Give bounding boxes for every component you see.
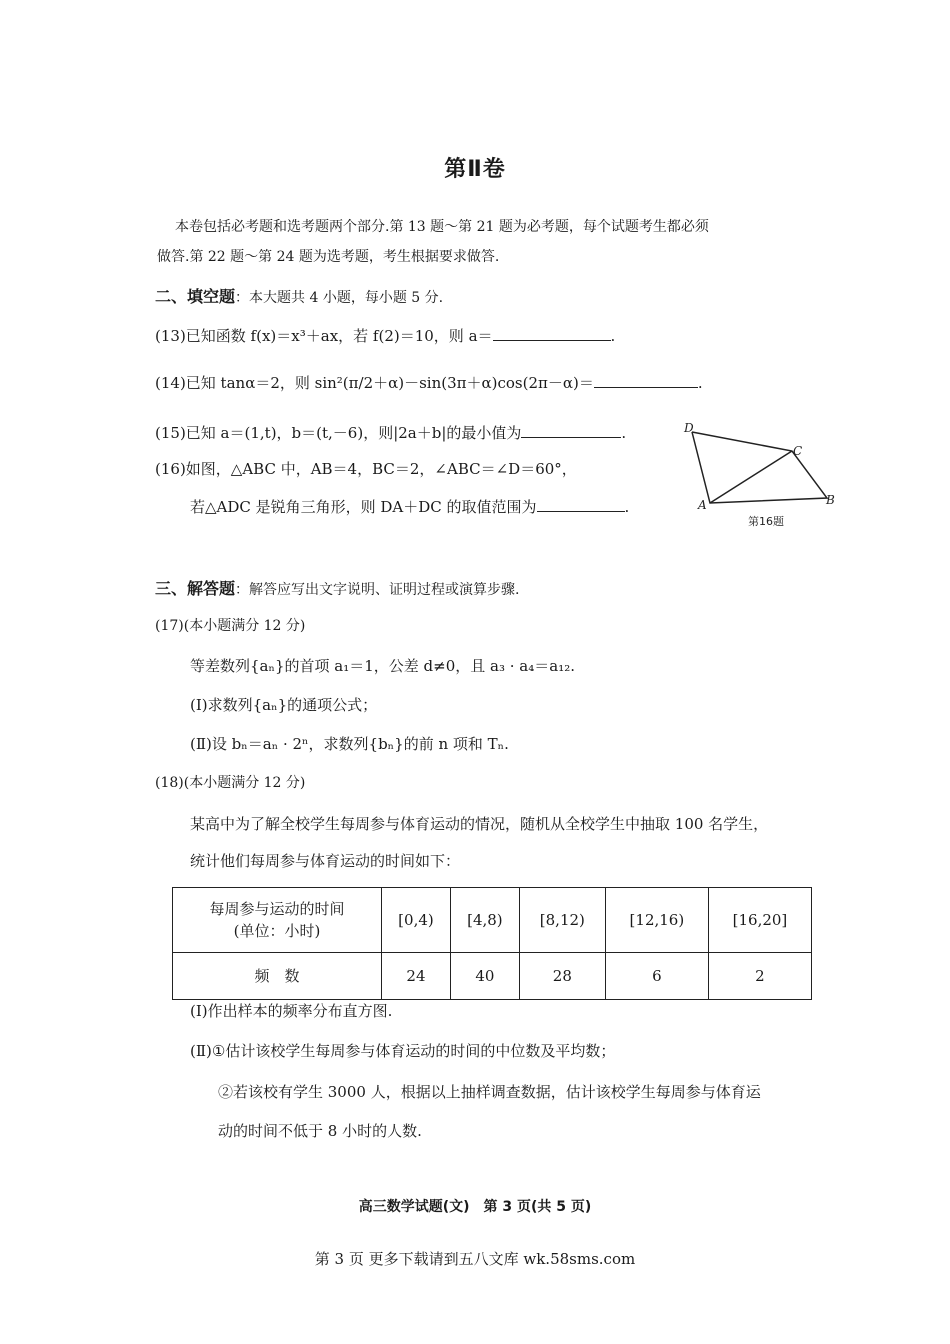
section-2-header <box>155 287 443 308</box>
table-row-header-line-2: (单位：小时) <box>233 922 321 940</box>
table-cell-interval: [4,8) <box>450 888 519 953</box>
question-16-line-2: 若△ADC 是锐角三角形，则 DA＋DC 的取值范围为 . <box>190 498 630 516</box>
q18-part-1: (Ⅰ)作出样本的频率分布直方图. <box>190 1002 393 1020</box>
table-cell-frequency: 40 <box>450 953 519 1000</box>
question-16-line-1: (16)如图，△ABC 中，AB＝4，BC＝2，∠ABC＝∠D＝60°， <box>155 460 577 478</box>
download-footer: 第 3 页 更多下载请到五八文库 wk.58sms.com <box>314 1250 636 1268</box>
question-15-text: (15)已知 a＝(1,t)，b＝(t,－6)，则|2a＋b|的最小值为 <box>155 424 522 442</box>
table-cell-interval: [16,20] <box>708 888 811 953</box>
page-title: 第Ⅱ卷 <box>444 157 506 182</box>
table-row-intervals <box>173 888 812 953</box>
page-footer: 高三数学试题(文) 第 3 页(共 5 页) <box>358 1199 592 1215</box>
table-row-header-line-1: 每周参与运动的时间 <box>209 900 345 918</box>
figure-caption: 第16题 <box>748 515 784 528</box>
section-3-heading: 三、解答题 <box>155 579 236 598</box>
table-row-frequencies <box>173 953 812 1000</box>
table-cell-interval: [8,12) <box>519 888 605 953</box>
label-c: C <box>793 444 803 458</box>
figure-16 <box>680 418 850 538</box>
label-a: A <box>698 498 707 512</box>
q18-part-2-1: (Ⅱ)①估计该校学生每周参与体育运动的时间的中位数及平均数； <box>190 1042 616 1060</box>
q17-header: (17)(本小题满分 12 分) <box>155 618 306 634</box>
q18-header: (18)(本小题满分 12 分) <box>155 775 306 791</box>
table-cell-interval: [0,4) <box>382 888 451 953</box>
question-13-text: (13)已知函数 f(x)＝x³＋ax，若 f(2)＝10，则 a＝ <box>155 327 493 345</box>
question-16-text: 若△ADC 是锐角三角形，则 DA＋DC 的取值范围为 <box>190 498 537 516</box>
intro-line-2: 做答.第 22 题～第 24 题为选考题，考生根据要求做答. <box>157 249 500 265</box>
table-row-header-time <box>173 888 382 953</box>
label-d: D <box>684 421 694 435</box>
section-2-heading: 二、填空题 <box>155 287 236 306</box>
section-3-header <box>155 579 519 600</box>
table-cell-frequency: 24 <box>382 953 451 1000</box>
answer-blank-14 <box>594 373 698 388</box>
answer-blank-13 <box>493 326 611 341</box>
question-14: (14)已知 tanα＝2，则 sin²(π/2＋α)－sin(3π＋α)cos(2π－α)＝ . <box>155 374 703 392</box>
figure-outline <box>692 432 827 503</box>
q17-part-2: (Ⅱ)设 bₙ＝aₙ · 2ⁿ，求数列{bₙ}的前 n 项和 Tₙ. <box>190 735 509 753</box>
q18-line-1: 某高中为了解全校学生每周参与体育运动的情况，随机从全校学生中抽取 100 名学生， <box>190 815 769 833</box>
question-13: (13)已知函数 f(x)＝x³＋ax，若 f(2)＝10，则 a＝ . <box>155 327 616 345</box>
label-b: B <box>826 493 835 507</box>
q17-part-1: (Ⅰ)求数列{aₙ}的通项公式； <box>190 696 378 714</box>
q17-line-1: 等差数列{aₙ}的首项 a₁＝1，公差 d≠0，且 a₃ · a₄＝a₁₂. <box>190 657 575 675</box>
table-cell-frequency: 2 <box>708 953 811 1000</box>
question-15: (15)已知 a＝(1,t)，b＝(t,－6)，则|2a＋b|的最小值为 . <box>155 424 627 442</box>
frequency-table <box>172 887 812 1000</box>
intro-line-1: 本卷包括必考题和选考题两个部分.第 13 题～第 21 题为必考题，每个试题考生都必须 <box>175 219 709 235</box>
question-14-text: (14)已知 tanα＝2，则 sin²(π/2＋α)－sin(3π＋α)cos(2π－α)＝ <box>155 374 594 392</box>
section-3-desc: ：解答应写出文字说明、证明过程或演算步骤. <box>235 582 520 598</box>
answer-blank-15 <box>521 423 621 438</box>
figure-diagonal-ac <box>710 451 792 503</box>
answer-blank-16 <box>537 497 625 512</box>
table-row-header-freq: 频 数 <box>173 953 382 1000</box>
section-2-desc: ：本大题共 4 小题，每小题 5 分. <box>235 290 444 306</box>
q18-part-2-2b: 动的时间不低于 8 小时的人数. <box>218 1122 422 1140</box>
table-cell-interval: [12,16) <box>605 888 708 953</box>
q18-line-2: 统计他们每周参与体育运动的时间如下： <box>190 852 461 870</box>
table-cell-frequency: 28 <box>519 953 605 1000</box>
table-cell-frequency: 6 <box>605 953 708 1000</box>
q18-part-2-2a: ②若该校有学生 3000 人，根据以上抽样调查数据，估计该校学生每周参与体育运 <box>218 1083 761 1101</box>
